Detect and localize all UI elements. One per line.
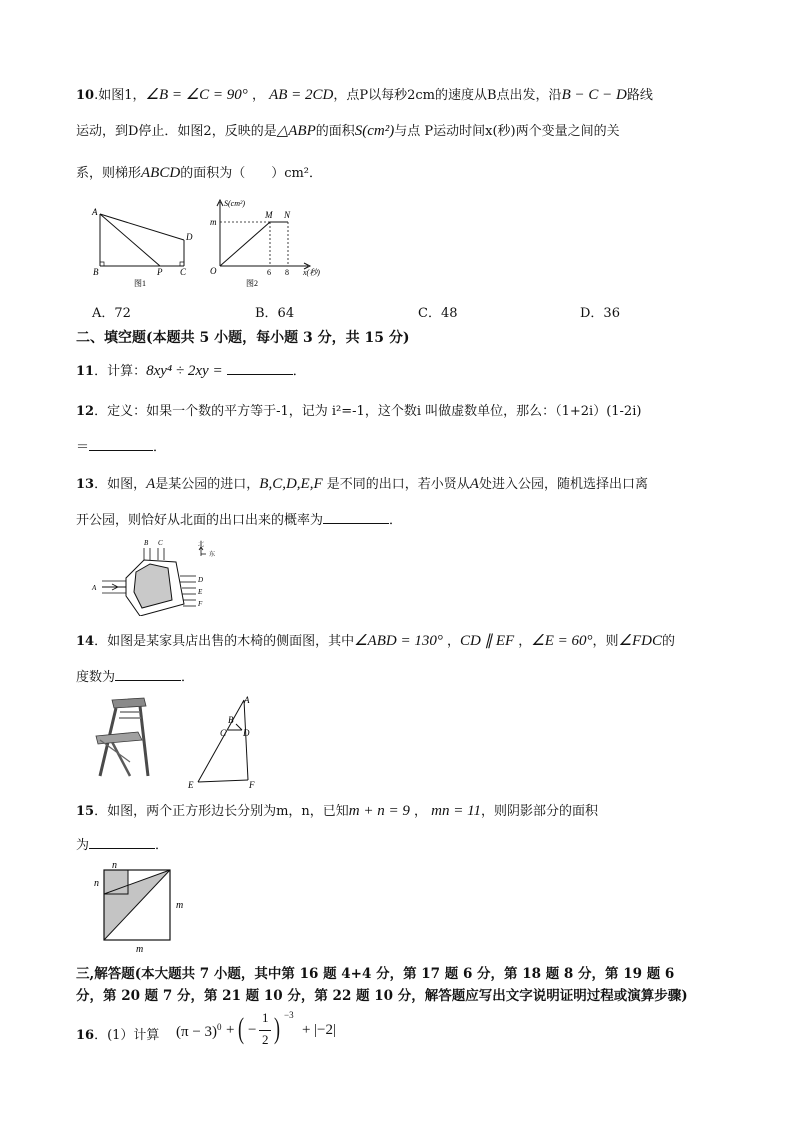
q10-option-a[interactable]: A．72 (92, 306, 131, 321)
q10-trapezoid: ABCD (141, 165, 181, 181)
fig14-label-d: D (243, 728, 250, 738)
q13-line2 (76, 509, 402, 528)
q16-number: 16 (76, 1028, 95, 1043)
section3-heading-line1: 三,解答题(本大题共 7 小题，其中第 16 题 4+4 分，第 17 题 6 分，第 18 题 8 分，第 19 题 6 (76, 966, 675, 982)
q15-label-m-bottom: m (136, 944, 144, 955)
q13-text: 是不同的出口，若小贤从 (326, 477, 470, 492)
fig2-label-n-point: N (284, 210, 291, 220)
q12-text: ．定义：如果一个数的平方等于-1，记为 i²=-1，这个数i 叫做虚数单位，那么：（1+2i）(1-2i) (94, 404, 642, 419)
q10-figure2 (202, 196, 338, 292)
fig1-label-c: C (180, 267, 187, 277)
q12-equals: ＝ (76, 440, 90, 455)
q10-text: 运动，到D停止．如图2，反映的是 (76, 124, 277, 139)
q13-entrance-2: A (469, 476, 479, 492)
q10-cond1: ∠B = ∠C = 90° (145, 87, 248, 103)
q15-condition-sum: m + n = 9 (348, 803, 410, 819)
q15-line2 (76, 834, 168, 853)
q16-absolute-value: |−2| (314, 1022, 336, 1038)
q10-figure1 (88, 200, 200, 292)
q11-number: 11 (76, 364, 95, 379)
q12-answer-blank[interactable] (89, 438, 153, 451)
q10-cond2: AB = 2CD (269, 87, 334, 103)
q15-label-n-top: n (112, 860, 117, 871)
fig1-caption: 图1 (134, 279, 146, 288)
q10-line2 (76, 120, 620, 140)
q10-option-b[interactable]: B．64 (255, 306, 295, 321)
q16-fraction-denominator: 2 (262, 1032, 269, 1047)
q15-text: 为 (76, 838, 90, 853)
q12-line2 (76, 436, 166, 455)
q10-text: 的面积为（ ）cm²． (180, 166, 323, 181)
q15-text: ．如图，两个正方形边长分别为m，n，已知 (94, 804, 349, 819)
section2-heading: 二、填空题(本题共 5 小题，每小题 3 分，共 15 分) (76, 330, 410, 346)
q12-end: ． (153, 440, 167, 455)
fig14-label-b: B (228, 715, 234, 725)
q14-text: ．如图是某家具店出售的木椅的侧面图，其中 (94, 634, 355, 649)
park-label-e: E (198, 588, 203, 596)
q14-number: 14 (76, 634, 95, 649)
q11-text: ．计算： (94, 364, 147, 379)
q11-line (76, 360, 306, 380)
q14-answer-blank[interactable] (115, 668, 181, 681)
section3-heading-line2: 分，第 20 题 7 分，第 21 题 10 分，第 22 题 10 分，解答题应写出文字说明证明过程或演算步骤) (76, 988, 688, 1004)
q15-line1: 15．如图，两个正方形边长分别为m，n，已知m + n = 9 ， mn = 11，则阴影部分的面积 (76, 803, 598, 819)
q12-number: 12 (76, 404, 95, 419)
fig14-label-f: F (249, 780, 255, 790)
fig2-label-m: m (210, 217, 217, 227)
q13-text: 处进入公园，随机选择出口离 (478, 477, 648, 492)
q10-number: 10 (76, 88, 95, 103)
compass-east: 东 (209, 552, 216, 558)
fig2-label-x: x(秒) (303, 268, 320, 277)
q14-end: ． (181, 670, 195, 685)
q13-number: 13 (76, 477, 95, 492)
q14-line1: 14．如图是某家具店出售的木椅的侧面图，其中∠ABD = 130° ，CD ∥ EF ，∠E = 60°，则∠FDC的 (76, 633, 676, 649)
q14-angle-fdc: ∠FDC (618, 633, 662, 649)
q11-answer-blank[interactable] (227, 362, 293, 375)
q11-expression: 8xy⁴ ÷ 2xy = (146, 363, 223, 379)
q13-answer-blank[interactable] (323, 511, 389, 524)
q16-right-paren: ) (274, 1012, 280, 1045)
q15-label-m-right: m (176, 900, 184, 911)
q10-text: ，点P以每秒2cm的速度从B点出发，沿 (333, 88, 562, 103)
fig1-label-b: B (93, 267, 99, 277)
chair-image (90, 696, 154, 780)
q13-text: 开公园，则恰好从北面的出口出来的概率为 (76, 513, 324, 528)
park-label-c: C (158, 539, 163, 547)
q13-text: 是某公园的进口， (155, 477, 260, 492)
fig2-tick-8: 8 (285, 268, 289, 277)
park-label-d: D (198, 576, 204, 584)
park-label-a: A (92, 584, 97, 592)
q10-triangle: △ABP (276, 123, 316, 139)
fig2-label-o: O (210, 266, 217, 276)
q14-angle-abd: ∠ABD = 130° (354, 633, 443, 649)
q13-entrance: A (146, 476, 156, 492)
fig14-label-e: E (188, 780, 194, 790)
q13-line1 (76, 473, 648, 493)
compass-north: 北 (198, 542, 205, 548)
q10-text: 的面积 (315, 124, 355, 139)
fig2-label-s: S(cm²) (224, 199, 246, 208)
park-label-f: F (198, 600, 203, 608)
q14-figure (184, 694, 264, 792)
q15-text: ，则阴影部分的面积 (480, 804, 598, 819)
fig2-tick-6: 6 (267, 268, 271, 277)
q16-pi-minus-3: (π − 3) (176, 1024, 218, 1040)
q13-text: ．如图， (94, 477, 147, 492)
q14-parallel: CD ∥ EF (459, 633, 515, 649)
q10-option-d[interactable]: D．36 (580, 306, 620, 321)
q10-text: 与点 P运动时间x(秒)两个变量之间的关 (394, 124, 620, 139)
q15-squares-figure (90, 858, 200, 956)
q15-label-n-left: n (94, 878, 99, 889)
q11-end: ． (292, 364, 306, 379)
q16-term-pi (176, 1022, 222, 1041)
fig2-label-m-point: M (265, 210, 273, 220)
fig1-label-p: P (157, 267, 163, 277)
fig14-label-c: C (220, 728, 227, 738)
q16-fraction-bar (259, 1030, 271, 1031)
q10-option-c[interactable]: C．48 (418, 306, 458, 321)
q14-line2 (76, 666, 194, 685)
q13-end: ． (389, 513, 403, 528)
fig2-caption: 图2 (246, 279, 258, 288)
q15-answer-blank[interactable] (89, 836, 155, 849)
q14-text: 的 (662, 634, 676, 649)
q16-plus-2: + (302, 1022, 311, 1038)
q13-park-figure (88, 536, 218, 616)
q12-line1 (76, 400, 641, 419)
q14-text: 度数为 (76, 670, 116, 685)
q15-condition-product: mn = 11 (431, 803, 481, 819)
q10-s-unit: S(cm²) (354, 123, 395, 139)
q10-text: 路线 (626, 88, 653, 103)
fig1-label-d: D (186, 232, 193, 242)
q10-line1: 10.如图1，∠B = ∠C = 90° ， AB = 2CD，点P以每秒2cm的速度从B点出发，沿B − C − D路线 (76, 87, 653, 103)
q16-plus-1: + (226, 1022, 235, 1038)
q16-fraction-sign: − (248, 1022, 257, 1038)
fig14-label-a: A (244, 695, 250, 705)
q15-end: ． (155, 838, 169, 853)
park-label-b: B (144, 539, 149, 547)
q16-left-paren: ( (238, 1012, 244, 1045)
q10-text: .如图1， (94, 88, 146, 103)
q15-number: 15 (76, 804, 95, 819)
q10-line3 (76, 162, 322, 182)
q13-exits: B,C,D,E,F (259, 476, 323, 492)
q14-angle-e: ∠E = 60° (531, 633, 593, 649)
q16-exponent-neg3: −3 (284, 1010, 294, 1020)
q10-path: B − C − D (561, 87, 627, 103)
q14-text: ，则 (592, 634, 619, 649)
q16-label (76, 1024, 159, 1043)
fig1-label-a: A (92, 207, 98, 217)
q16-exponent-0: 0 (217, 1022, 222, 1032)
q16-text: ．(1）计算 (94, 1028, 160, 1043)
q10-text: 系，则梯形 (76, 166, 142, 181)
q16-fraction-numerator: 1 (262, 1010, 269, 1025)
